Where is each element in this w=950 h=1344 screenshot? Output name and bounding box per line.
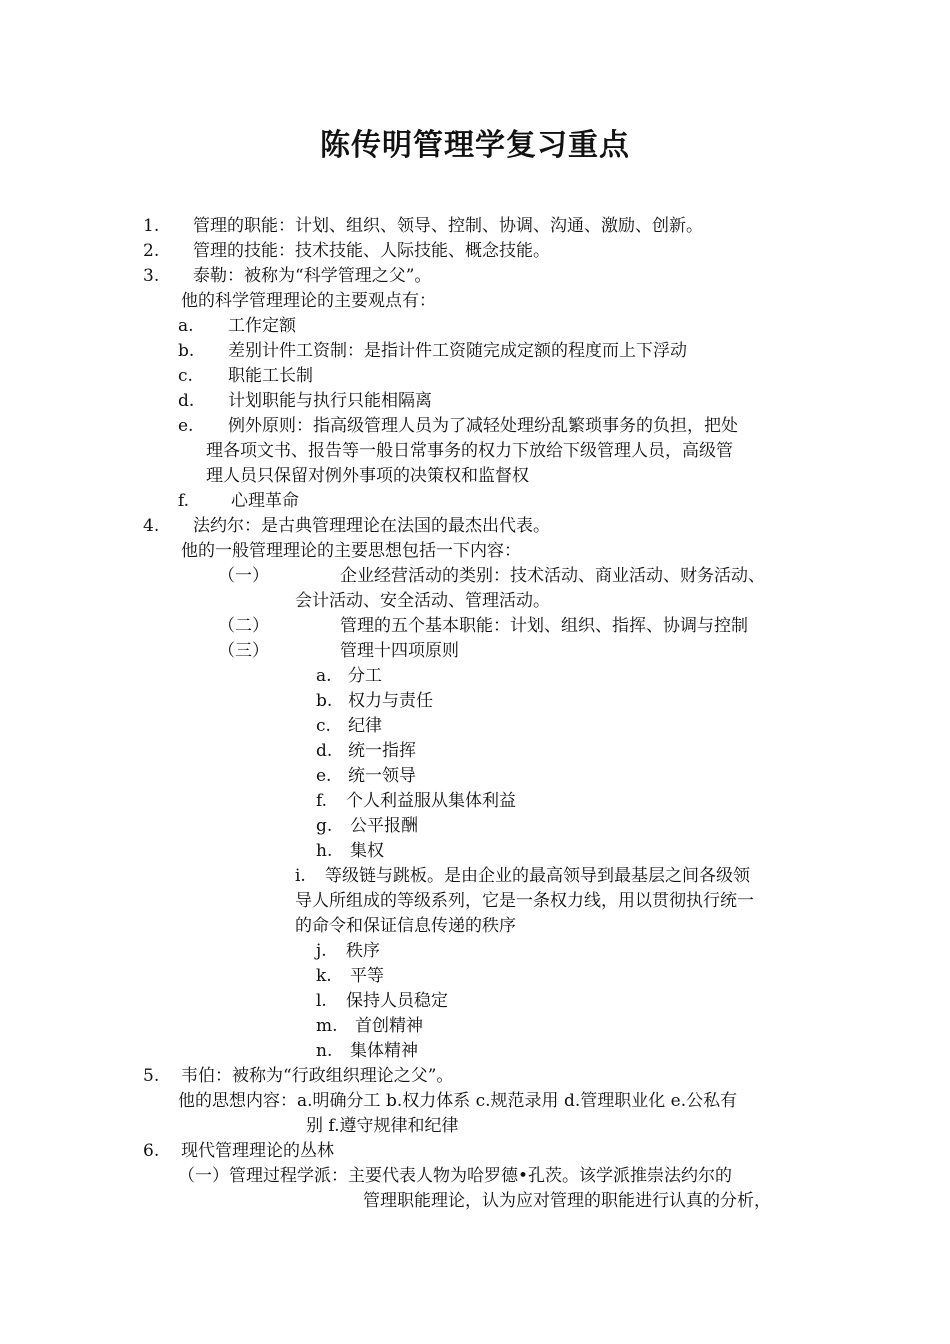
principle-a-number: a. bbox=[316, 666, 332, 686]
item-4-intro: 他的一般管理理论的主要思想包括一下内容： bbox=[181, 541, 521, 561]
principle-g-text: 公平报酬 bbox=[350, 816, 418, 836]
principle-k-text: 平等 bbox=[350, 966, 384, 986]
principle-f-text: 个人利益服从集体利益 bbox=[346, 791, 516, 811]
principle-d-text: 统一指挥 bbox=[348, 741, 416, 761]
principle-b-number: b. bbox=[316, 691, 333, 711]
item-6-part-1: （一）管理过程学派：主要代表人物为哈罗德•孔茨。该学派推崇法约尔的 bbox=[178, 1166, 733, 1186]
principle-j-text: 秩序 bbox=[346, 941, 380, 961]
principle-l-number: l. bbox=[316, 991, 327, 1011]
page-title: 陈传明管理学复习重点 bbox=[320, 128, 630, 163]
taylor-sub-a-number: a. bbox=[178, 316, 194, 336]
principle-c-text: 纪律 bbox=[348, 716, 382, 736]
item-4-text: 法约尔：是古典管理理论在法国的最杰出代表。 bbox=[193, 516, 550, 536]
item-5-content-cont: 别 f.遵守规律和纪律 bbox=[306, 1116, 459, 1136]
principle-b-text: 权力与责任 bbox=[348, 691, 433, 711]
principle-h-text: 集权 bbox=[350, 841, 384, 861]
principle-i-cont-2: 的命令和保证信息传递的秩序 bbox=[295, 916, 516, 936]
fayol-part-2-number: （二） bbox=[218, 616, 269, 636]
principle-h-number: h. bbox=[316, 841, 333, 861]
item-2-number: 2. bbox=[143, 241, 160, 261]
principle-i-cont-1: 导人所组成的等级系列，它是一条权力线，用以贯彻执行统一 bbox=[295, 891, 754, 911]
taylor-sub-e-number: e. bbox=[178, 416, 194, 436]
item-3-number: 3. bbox=[143, 266, 160, 286]
principle-e-text: 统一领导 bbox=[348, 766, 416, 786]
principle-i-text: 等级链与跳板。是由企业的最高领导到最基层之间各级领 bbox=[325, 866, 750, 886]
taylor-sub-c-text: 职能工长制 bbox=[228, 366, 313, 386]
item-5-content: 他的思想内容：a.明确分工 b.权力体系 c.规范录用 d.管理职业化 e.公私有 bbox=[178, 1091, 738, 1111]
fayol-part-3-number: （三） bbox=[218, 641, 269, 661]
taylor-sub-d-number: d. bbox=[178, 391, 195, 411]
principle-c-number: c. bbox=[316, 716, 331, 736]
taylor-sub-a-text: 工作定额 bbox=[228, 316, 296, 336]
taylor-sub-e-cont-1: 理各项文书、报告等一般日常事务的权力下放给下级管理人员，高级管 bbox=[206, 441, 733, 461]
item-3-text: 泰勒：被称为“科学管理之父”。 bbox=[193, 266, 432, 286]
item-3-intro: 他的科学管理理论的主要观点有： bbox=[181, 291, 436, 311]
principle-g-number: g. bbox=[316, 816, 333, 836]
principle-e-number: e. bbox=[316, 766, 332, 786]
item-6-number: 6. bbox=[143, 1141, 160, 1161]
principle-l-text: 保持人员稳定 bbox=[346, 991, 448, 1011]
fayol-part-1-text: 企业经营活动的类别：技术活动、商业活动、财务活动、 bbox=[340, 566, 765, 586]
principle-i-number: i. bbox=[295, 866, 306, 886]
taylor-sub-b-text: 差别计件工资制：是指计件工资随完成定额的程度而上下浮动 bbox=[228, 341, 687, 361]
item-4-number: 4. bbox=[143, 516, 160, 536]
principle-m-text: 首创精神 bbox=[355, 1016, 423, 1036]
principle-n-text: 集体精神 bbox=[350, 1041, 418, 1061]
taylor-sub-b-number: b. bbox=[178, 341, 195, 361]
taylor-sub-e-text: 例外原则：指高级管理人员为了减轻处理纷乱繁琐事务的负担，把处 bbox=[228, 416, 738, 436]
item-5-number: 5. bbox=[143, 1066, 160, 1086]
taylor-sub-e-cont-2: 理人员只保留对例外事项的决策权和监督权 bbox=[206, 466, 529, 486]
principle-n-number: n. bbox=[316, 1041, 333, 1061]
taylor-sub-c-number: c. bbox=[178, 366, 193, 386]
fayol-part-2-text: 管理的五个基本职能：计划、组织、指挥、协调与控制 bbox=[340, 616, 748, 636]
item-6-text: 现代管理理论的丛林 bbox=[181, 1141, 334, 1161]
principle-k-number: k. bbox=[316, 966, 332, 986]
principle-j-number: j. bbox=[316, 941, 327, 961]
item-6-part-1-cont: 管理职能理论，认为应对管理的职能进行认真的分析， bbox=[363, 1191, 771, 1211]
item-2-text: 管理的技能：技术技能、人际技能、概念技能。 bbox=[193, 241, 550, 261]
fayol-part-3-text: 管理十四项原则 bbox=[340, 641, 459, 661]
taylor-sub-f-text: 心理革命 bbox=[231, 491, 299, 511]
fayol-part-1-cont: 会计活动、安全活动、管理活动。 bbox=[295, 591, 550, 611]
item-1-number: 1. bbox=[143, 216, 160, 236]
principle-m-number: m. bbox=[316, 1016, 338, 1036]
taylor-sub-f-number: f. bbox=[178, 491, 190, 511]
principle-a-text: 分工 bbox=[348, 666, 382, 686]
principle-f-number: f. bbox=[316, 791, 328, 811]
item-5-text: 韦伯：被称为“行政组织理论之父”。 bbox=[181, 1066, 454, 1086]
principle-d-number: d. bbox=[316, 741, 333, 761]
item-1-text: 管理的职能：计划、组织、领导、控制、协调、沟通、激励、创新。 bbox=[193, 216, 703, 236]
taylor-sub-d-text: 计划职能与执行只能相隔离 bbox=[228, 391, 432, 411]
fayol-part-1-number: （一） bbox=[218, 566, 269, 586]
